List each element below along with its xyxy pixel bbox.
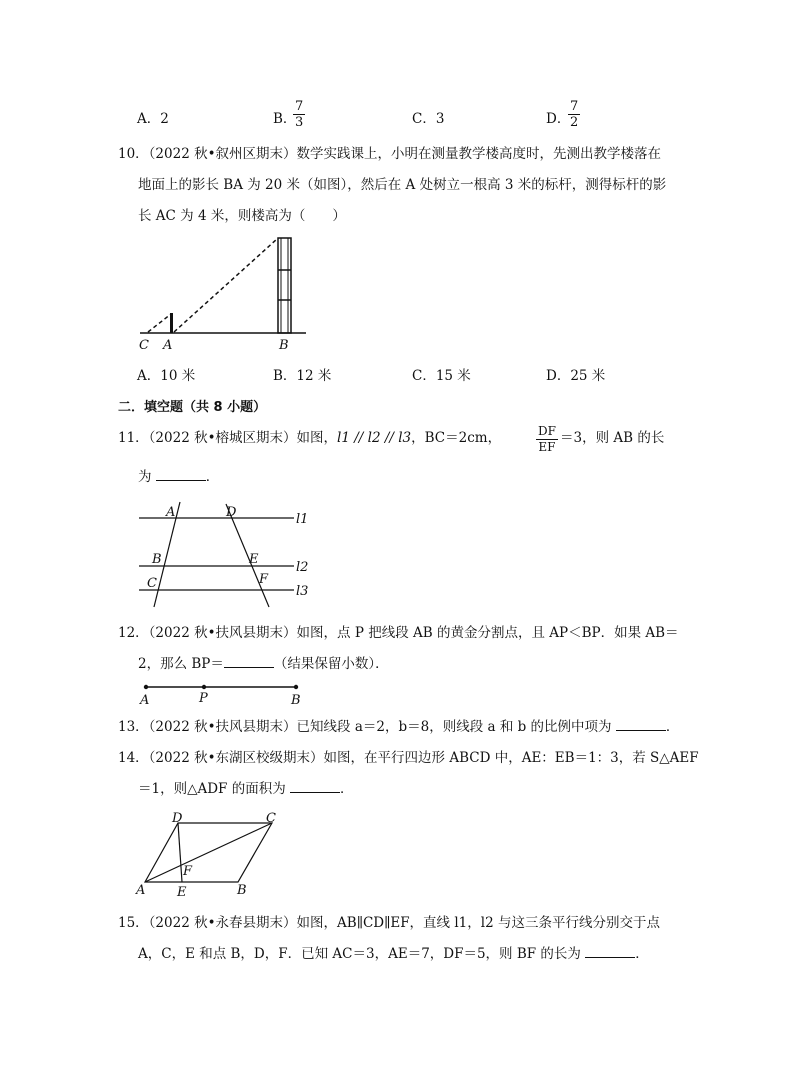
q15-line-2a: A，C，E 和点 B，D，F．已知 AC＝3，AE＝7，DF＝5，则 BF 的长为 [138,946,581,962]
q11-line-1 [118,427,501,449]
q10-option-a: A．10 米 [137,368,196,384]
fraction-denominator: 3 [295,115,304,130]
q10-line-1: 10．（2022 秋•叙州区期末）数学实践课上，小明在测量教学楼高度时，先测出教学楼落在 [118,146,662,162]
q14-line-2b: ． [340,781,354,797]
answer-blank [616,716,666,731]
label-a: A [163,338,173,353]
svg-text:B: B [237,883,247,898]
q12-line-2b: （结果保留小数）． [273,656,389,672]
q12-line-2 [138,653,389,675]
svg-text:D: D [172,811,183,826]
q11-fraction [536,424,558,455]
svg-text:P: P [199,691,208,706]
svg-text:l2: l2 [296,560,309,575]
q13-line-1 [118,716,679,738]
svg-text:B: B [291,693,301,708]
q10-line-3: 长 AC 为 4 米，则楼高为（ ） [138,208,346,224]
svg-text:F: F [183,864,193,879]
q10-option-c: C．15 米 [412,368,471,384]
q10-figure [136,236,316,356]
q10-line-2: 地面上的影长 BA 为 20 米（如图），然后在 A 处树立一根高 3 米的标杆，测得标杆的影 [138,177,667,193]
q14-figure [136,810,296,900]
q11-prefix: 11．（2022 秋•榕城区期末）如图， [118,430,338,446]
q11-bc: ，BC＝2cm， [411,430,502,446]
svg-text:C: C [147,576,157,591]
pole-shadow-ray [148,314,171,332]
svg-text:F: F [259,572,269,587]
q13-text: 13．（2022 秋•扶风县期末）已知线段 a＝2，b＝8，则线段 a 和 b 的比例中项为 [118,719,612,735]
svg-text:l1: l1 [296,512,309,527]
pole [170,313,173,333]
q9-option-c: C．3 [412,111,445,127]
fraction-numerator: 7 [295,99,304,114]
fraction-numerator: DF [538,424,556,438]
q11-post: ＝3，则 AB 的长 [560,430,665,446]
q12-line-2a: 2，那么 BP＝ [138,656,224,672]
answer-blank [290,778,340,793]
svg-text:A: A [166,505,176,520]
svg-text:A: A [140,693,150,708]
q15-line-2 [138,943,649,965]
q12-line-1: 12．（2022 秋•扶风县期末）如图，点 P 把线段 AB 的黄金分割点，且 AP＜BP．如果 AB＝ [118,625,679,641]
label-b: B [279,338,289,353]
q9-option-b-fraction [293,99,305,130]
building-shadow-ray [174,239,277,332]
q14-line-2 [138,778,354,800]
building [278,238,291,333]
svg-text:D: D [226,505,237,520]
q9-option-a: A．2 [137,111,169,127]
diagonal-ac [145,823,272,882]
answer-blank [156,466,206,481]
answer-blank [585,943,635,958]
fraction-numerator: 7 [570,99,579,114]
svg-text:l3: l3 [296,584,309,599]
q15-line-1: 15．（2022 秋•永春县期末）如图，AB∥CD∥EF，直线 l1，l2 与这三条平行线分别交于点 [118,915,660,931]
q11-line-2: 为 ． [138,466,219,488]
q11-line-2-text: 为 [138,469,152,485]
svg-text:E: E [177,885,187,900]
svg-text:C: C [266,811,276,826]
q9-option-b-label: B． [273,111,297,127]
q11-figure [136,500,326,615]
svg-text:E: E [249,552,259,567]
answer-blank [224,653,274,668]
fraction-denominator: EF [538,440,556,454]
q10-option-b: B．12 米 [273,368,332,384]
q11-parallel-lines: l1 // l2 // l3 [337,430,412,446]
segment-de [178,823,182,882]
q12-figure [136,678,316,708]
q14-line-1: 14．（2022 秋•东湖区校级期末）如图，在平行四边形 ABCD 中，AE：EB＝1：3，若 S△AEF [118,750,699,766]
q9-option-d-fraction [568,99,580,130]
svg-text:B: B [152,552,162,567]
q10-option-d: D．25 米 [546,368,606,384]
q9-option-d-label: D． [546,111,571,127]
q13-end: ． [665,719,680,735]
q14-line-2a: ＝1，则△ADF 的面积为 [138,781,286,797]
svg-text:A: A [136,883,146,898]
section-heading: 二．填空题（共 8 小题） [118,400,267,415]
label-c: C [139,338,149,353]
fraction-denominator: 2 [570,115,579,130]
q15-line-2b: ． [635,946,649,962]
